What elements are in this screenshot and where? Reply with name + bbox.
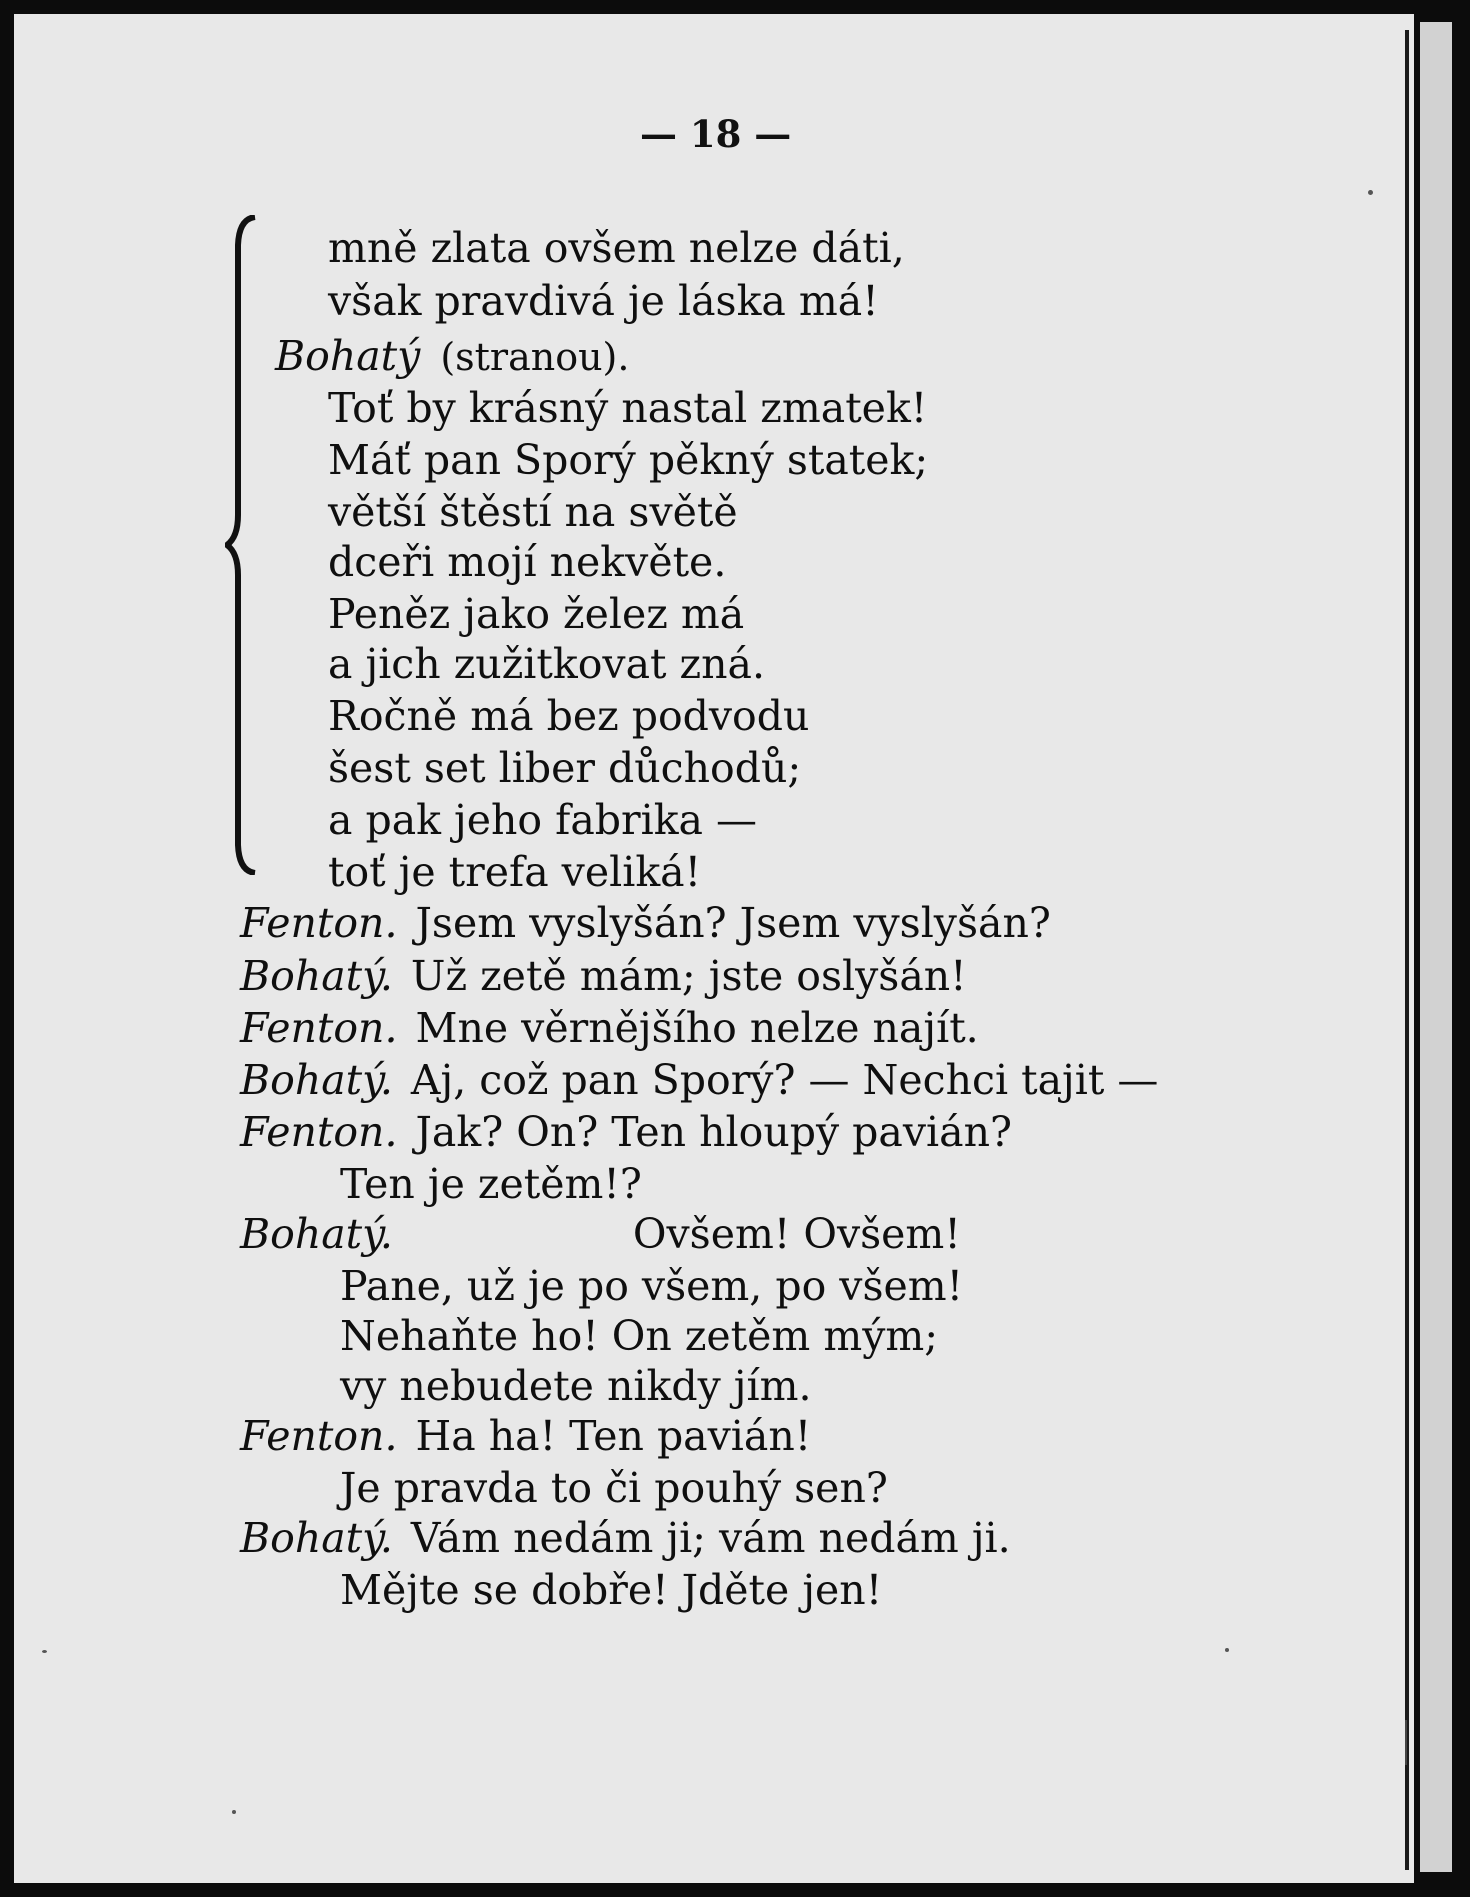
dialogue-text: Už zetě mám; jste oslyšán! — [410, 952, 967, 1000]
speck — [232, 1810, 236, 1814]
dialogue-text: Jsem vyslyšán? Jsem vyslyšán? — [415, 899, 1051, 947]
verse-line — [240, 1514, 1011, 1562]
speaker-name: Bohatý. — [240, 952, 393, 1000]
verse-line — [328, 538, 727, 586]
dialogue-text: a jich zužitkovat zná. — [328, 640, 766, 688]
verse-line — [240, 1004, 979, 1052]
dialogue-text: větší štěstí na světě — [328, 488, 738, 536]
verse-line — [328, 692, 810, 740]
dialogue-text: toť je trefa veliká! — [328, 848, 702, 896]
dialogue-text: Toť by krásný nastal zmatek! — [328, 384, 928, 432]
dialogue-text: Pane, už je po všem, po všem! — [340, 1262, 964, 1310]
next-page-edge — [1420, 22, 1452, 1872]
verse-line — [328, 436, 929, 484]
verse-line — [328, 848, 702, 896]
verse-line — [340, 1312, 939, 1360]
speaker-name: Fenton. — [240, 1108, 398, 1156]
dialogue-text: Ten je zetěm!? — [340, 1160, 642, 1208]
brace-bracket — [225, 215, 265, 875]
verse-line — [340, 1566, 883, 1614]
dialogue-text: Máť pan Sporý pěkný statek; — [328, 436, 929, 484]
page-edge — [1405, 30, 1409, 1870]
dialogue-text: Jak? On? Ten hloupý pavián? — [415, 1108, 1012, 1156]
verse-line — [328, 277, 879, 325]
dialogue-text: vy nebudete nikdy jím. — [340, 1362, 812, 1410]
dialogue-text: Ročně má bez podvodu — [328, 692, 810, 740]
speaker-name: Fenton. — [240, 1412, 398, 1460]
speaker-name: Bohatý. — [240, 1514, 393, 1562]
dialogue-text: Peněz jako želez má — [328, 590, 745, 638]
dialogue-text: Mějte se dobře! Jděte jen! — [340, 1566, 883, 1614]
dialogue-text: Ha ha! Ten pavián! — [415, 1412, 812, 1460]
speaker-name: Fenton. — [240, 1004, 398, 1052]
verse-line — [328, 640, 766, 688]
dialogue-text: Nehaňte ho! On zetěm mým; — [340, 1312, 939, 1360]
dialogue-text: Aj, což pan Sporý? — Nechci tajit — — [410, 1056, 1159, 1104]
verse-line — [240, 1056, 1159, 1104]
verse-line — [340, 1464, 888, 1512]
speaker-name: Bohatý. — [240, 1210, 393, 1258]
speck — [1368, 190, 1373, 195]
verse-line — [340, 1160, 642, 1208]
dialogue-text: však pravdivá je láska má! — [328, 277, 879, 325]
verse-line — [275, 332, 630, 380]
verse-line — [328, 744, 802, 792]
page-number: — 18 — — [640, 112, 792, 156]
speck — [1225, 1648, 1229, 1652]
dialogue-text: Vám nedám ji; vám nedám ji. — [410, 1514, 1011, 1562]
verse-line — [328, 224, 905, 272]
verse-line — [240, 1108, 1012, 1156]
verse-line — [240, 899, 1051, 947]
dialogue-text: mně zlata ovšem nelze dáti, — [328, 224, 905, 272]
verse-line — [328, 590, 745, 638]
dialogue-text: a pak jeho fabrika — — [328, 796, 758, 844]
dialogue-text: Ovšem! Ovšem! — [632, 1210, 961, 1258]
dialogue-text: šest set liber důchodů; — [328, 744, 802, 792]
verse-line — [328, 796, 758, 844]
verse-line — [328, 488, 738, 536]
speaker-name: Fenton. — [240, 899, 398, 947]
verse-line — [340, 1362, 812, 1410]
verse-line — [240, 1412, 812, 1460]
stage-direction: (stranou). — [440, 335, 630, 379]
verse-line — [240, 952, 967, 1000]
speaker-name: Bohatý — [275, 332, 421, 380]
dialogue-text: Je pravda to či pouhý sen? — [340, 1464, 888, 1512]
speck — [1405, 1720, 1407, 1765]
speck — [42, 1650, 47, 1653]
verse-line — [340, 1262, 964, 1310]
speaker-name: Bohatý. — [240, 1056, 393, 1104]
dialogue-text: Mne věrnějšího nelze najít. — [415, 1004, 979, 1052]
dialogue-text: dceři mojí nekvěte. — [328, 538, 727, 586]
verse-line — [328, 384, 928, 432]
verse-line — [240, 1210, 961, 1258]
